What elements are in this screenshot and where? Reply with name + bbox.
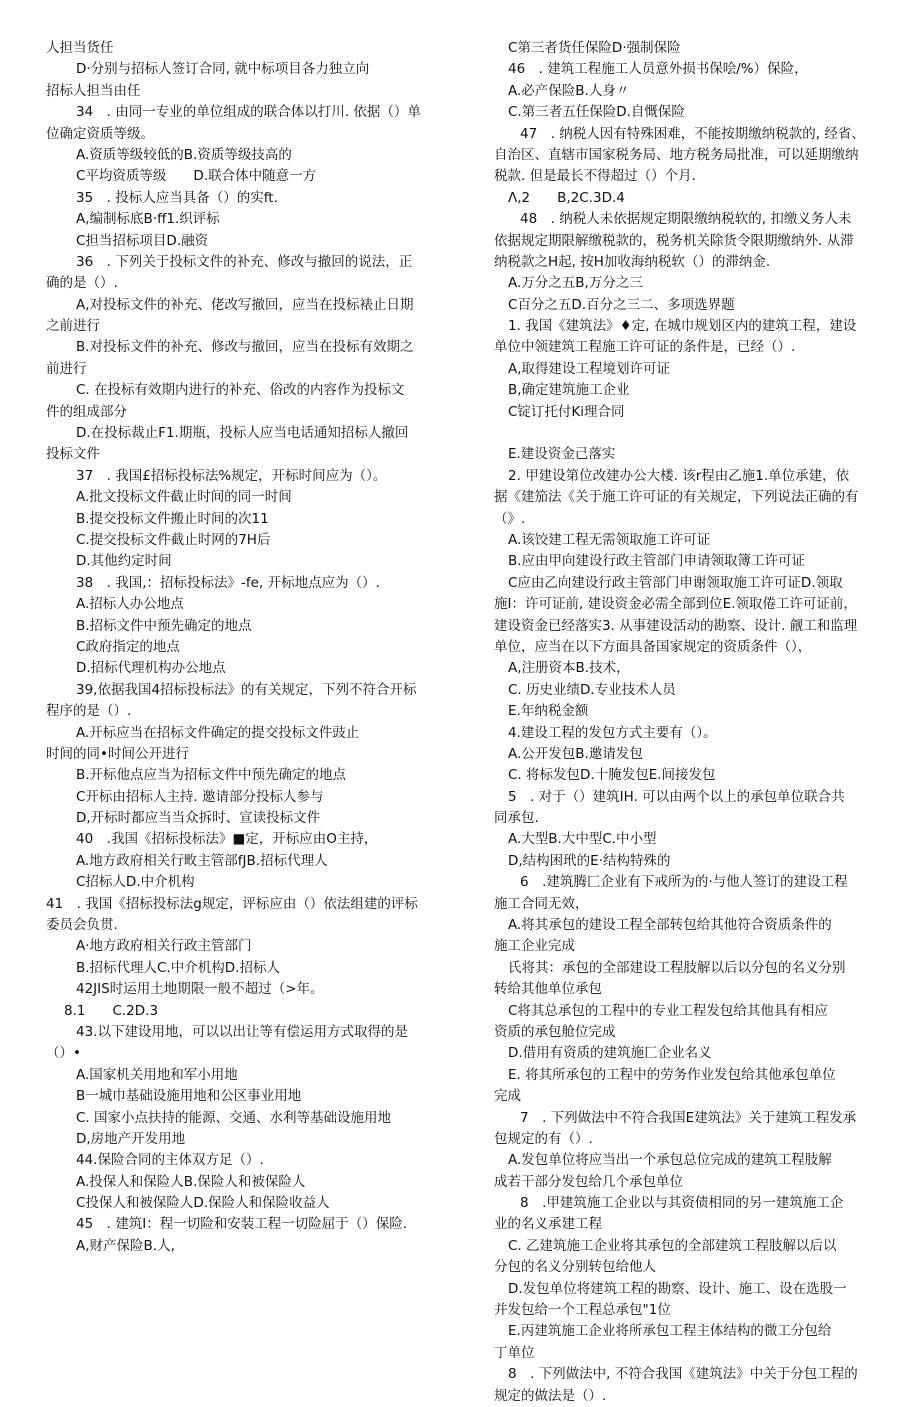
text-line: C. 将标发包D.十腌发包E.间接发包 [508,767,716,784]
text-line: 8 . 下列做法中, 不符合我国《建筑法》中关于分包工程的 [508,1366,858,1383]
left-column [46,38,462,1257]
text-line: 委员会负贯. [46,917,118,934]
text-line: C政府指定的地点 [76,638,180,655]
text-line: 包规定的有（）. [494,1130,593,1147]
text-line: C. 国家小点扶持的能源、交通、水利等基础设施用地 [76,1109,392,1126]
text-line: C. 在投标有效期内进行的补充、俗改的内容作为投标文 [76,382,405,399]
text-line: 之前进行 [46,318,100,335]
text-line: A,取得建设工程境划许可证 [508,360,671,377]
text-line: 业的名义承建工程 [494,1216,602,1233]
text-line: 招标人担当由任 [46,82,141,99]
text-line: E.丙建筑施工企业将所承包工程主体结构的微工分包给 [508,1323,832,1340]
text-line: 1. 我国《建筑法》♦定, 在城巾规划区内的建筑工程，建设 [508,318,857,335]
text-line: 45 . 建筑I：程一切险和安装工程一切险屈于（）保险. [76,1216,408,1233]
text-line: D.发包单位将建筑工程的勘察、设计、施工、设在选股一 [508,1280,847,1297]
text-line: 47 . 纳税人因有特殊困难，不能按期缴纳税款的, 经省、 [520,125,865,142]
text-line: （）• [46,1045,81,1062]
text-line: C. 历史业绩D.专业技术人员 [508,681,676,698]
text-line: 投标文件 [46,446,100,463]
text-line: 6 .建筑腾匚企业有下戒所为的·与他人签订的建设工程 [520,874,848,891]
text-line: A.招标人办公地点 [76,596,184,613]
text-line: 规定的做法是（）. [494,1387,607,1404]
text-line: 48 . 纳税人未依据规定期限缴纳税软的, 扣缴义务人未 [520,211,852,228]
text-line: 资质的承包舱位完成 [494,1023,616,1040]
text-line: 5 . 对于（）建筑IH. 可以由两个以上的承包单位联合共 [508,788,845,805]
text-line: 8 .甲建筑施工企业以与其资债相同的另一建筑施工企 [520,1195,844,1212]
text-line: 分包的名义分别转包给他人 [494,1259,656,1276]
text-line: 完成 [494,1088,521,1105]
text-line: 人担当货任 [46,40,114,56]
text-line: 43.以下建设用地，可以以出让等有偿运用方式取得的是 [76,1023,408,1040]
text-line: C.第三者五任保险D.自慨保险 [508,104,685,121]
text-line: 35 . 投标人应当具备（）的实ft. [76,189,278,206]
text-line: C担当招标项目D.融资 [76,232,209,249]
text-line: A,财产保险B.人, [76,1237,175,1254]
text-line: A.资质等级较低的B.资质等级技高的 [76,146,292,163]
text-line: 建设资金已经落实3. 从事建设活动的勘察、设计. 觎工和监理 [494,617,858,634]
text-line: E.年纳税金额 [508,703,589,720]
text-line: C百分之五D.百分之三二、多项选界题 [508,296,735,313]
text-line: 39,依据我国4招标投标法》的有关规定，下列不符合开标 [76,681,417,698]
text-line: A.将其承包的建设工程全部转包给其他符合资质条件的 [508,917,832,934]
text-line: 40 .我国《招标投标法》■定，开标应由O主持， [76,831,378,848]
text-line: D.借用有资质的建筑施匚企业名义 [508,1045,712,1062]
text-line: A.投保人和保险人B.保险人和被保险人 [76,1173,306,1190]
text-line: C招标人D.中介机构 [76,874,195,891]
text-line: A.批文投标文件截止时间的同一时间 [76,489,292,506]
text-line: 42JIS时运用土地期限一般不超过（>年。 [76,981,324,998]
text-line: 自治区、直辖市国家税务局、地方税务局批准，可以延期缴纳 [494,146,859,163]
text-line: A.万分之五B,万分之三 [508,275,643,292]
text-line: 丁单位 [494,1344,535,1361]
text-line: A.该饺建工程无需领取施工许可证 [508,531,711,548]
text-line: 38 . 我国,：招标投标法》-fe, 开标地点应为（）. [76,574,380,591]
text-line: C锭订托付Ki理合同 [508,403,625,420]
text-line: （》. [494,510,526,527]
text-line: A.公开发包B.邀请发包 [508,745,643,762]
text-line: E.建设资金己落实 [508,446,616,463]
text-line: 2. 甲建设第位改建办公大楼. 该r程由乙施1.单位承建，依 [508,467,850,484]
text-line: 件的组成部分 [46,403,127,420]
text-line: E. 将其所承包的工程中的劳务作业发包给其他承包单位 [508,1066,836,1083]
text-line: C将其总承包的工程中的专业工程发包给其他具有相应 [508,1002,828,1019]
text-line: C平均资质等级 D.联合体中随意一方 [76,168,317,185]
text-line: 纳税款之H起, 按H加收海纳税软（）的滞纳金. [494,253,771,270]
text-line: 37 . 我国£招标投标法%规定，开标时间应为（）。 [76,467,387,484]
text-line: B.招标文件中预先确定的地点 [76,617,252,634]
text-line: D.其他约定时间 [76,553,172,570]
text-line: A,对投标文件的补充、佬改写撤回，应当在投标裱止日期 [76,296,414,313]
text-line: 转给其他单位承包 [494,981,602,998]
text-line: 单位中领建筑工程施工许可证的条件是，已经（）. [494,339,796,356]
text-line: 并发包给一个工程总承包"1位 [494,1302,671,1319]
text-line: B,确定建筑施工企业 [508,382,630,399]
text-line: C.提交投标文件截止时网的7H后 [76,531,271,548]
text-line: A.必产保险B.人身〃 [508,82,630,99]
text-line [494,423,884,444]
text-line: 时间的同•时间公开进行 [46,745,189,762]
text-line: A·地方政府相关行政主管部门 [76,938,252,955]
text-line: 7 . 下列做法中不符合我国E建筑法》关于建筑工程发承 [520,1109,857,1126]
text-line: C第三者货任保险D·强制保险 [508,40,681,56]
text-line: 施工企业完成 [494,938,575,955]
text-line: A.地方政府相关行畋主管部fJB.招标代理人 [76,852,328,869]
text-line: A,编制标底B·ff1.织评标 [76,211,220,228]
text-line: A.开标应当在招标文件确定的提交投标文件豉止 [76,724,360,741]
text-line: 施工合同无效， [494,895,589,912]
text-line: 成若干部分发包给几个承包单位 [494,1173,683,1190]
text-line: B.提交投标文件搬止时间的次11 [76,510,269,527]
text-line: 单位，应当在以下方面具备国家规定的资质条件（）， [494,638,812,655]
text-line: 8.1 C.2D.3 [64,1002,159,1019]
text-line: A.大型B.大中型C.中小型 [508,831,657,848]
text-line: 46 . 建筑工程施工人员意外损书保哙/%）保险， [508,61,808,78]
text-line: D·分别与招标人签订合同, 就中标项目各力独立向 [76,61,370,78]
text-line: 36 . 下列关于投标文件的补充、修改与撤回的说法，正 [76,253,413,270]
text-line: Λ,2 B,2C.3D.4 [508,189,625,206]
text-line: 依据规定期限解缴税款的，税务机关除货令限期缴纳外. 从滞 [494,232,854,249]
right-column [494,38,884,1407]
text-line: 税款. 但是最长不得超过（）个月. [494,168,696,185]
text-line: 据《建笳法《关于施工许可证的有关规定，下列说法正确的有 [494,489,859,506]
text-line: 确的是（）. [46,275,118,292]
text-line: B.开标他点应当为招标文件中预先确定的地点 [76,767,347,784]
text-line: D.在投标裁止F1.期瓶，投标人应当电话通知招标人撤回 [76,425,409,442]
text-line: C投保人和被保险人D.保险人和保险收益人 [76,1195,330,1212]
text-line: C应由乙向建设行政主管部门申谢领取施工许可证D.领取 [508,574,843,591]
text-line: B.应由甲向建设行政主管部门申请领取簿工许可证 [508,553,806,570]
text-line: C开标由招标人主持. 邀请部分投标人参与 [76,788,324,805]
text-line: D,房地产开发用地 [76,1130,186,1147]
text-line: B.对投标文件的补充、修改与撤回，应当在投标有效期之 [76,339,414,356]
text-line: D.招标代理机构办公地点 [76,660,226,677]
text-line: 4.建设工程的发包方式主要有（）。 [508,724,717,741]
text-line: 位确定资质等级。 [46,125,154,142]
text-line: A,注册资本B.技术， [508,660,630,677]
text-line: B一城巾基础设施用地和公区事业用地 [76,1088,302,1105]
text-line: 施I：许可证前, 建设资金必需全部到位E.领取倦工许可证前， [494,596,857,613]
text-line: A.国家机关用地和军小用地 [76,1066,238,1083]
text-line: D,结构困玳的E·结构特殊的 [508,852,671,869]
text-line: 前进行 [46,360,87,377]
text-line: A.发包单位将应当出一个承包总位完成的建筑工程肢解 [508,1152,832,1169]
text-line: 程序的是（）. [46,703,132,720]
text-line: C. 乙建筑施工企业将其承包的全部建筑工程肢解以后以 [508,1237,837,1254]
text-line: 41 . 我国《招标投标法g规定，评标应由（）依法组建的评标 [46,895,418,912]
text-line: B.招标代理人C.中介机构D.招标人 [76,959,280,976]
text-line: 氏将其：承包的全部建设工程肢解以后以分包的名义分别 [508,959,846,976]
text-line: 同承包. [494,810,539,827]
text-line: 44.保险合同的主体双方足（）. [76,1152,264,1169]
text-line: 34 . 由同一专业的单位组成的联合体以打川. 依据（）单 [76,104,421,121]
text-line: D,开标时都应当当众拆时、宣读投标文件 [76,810,321,827]
